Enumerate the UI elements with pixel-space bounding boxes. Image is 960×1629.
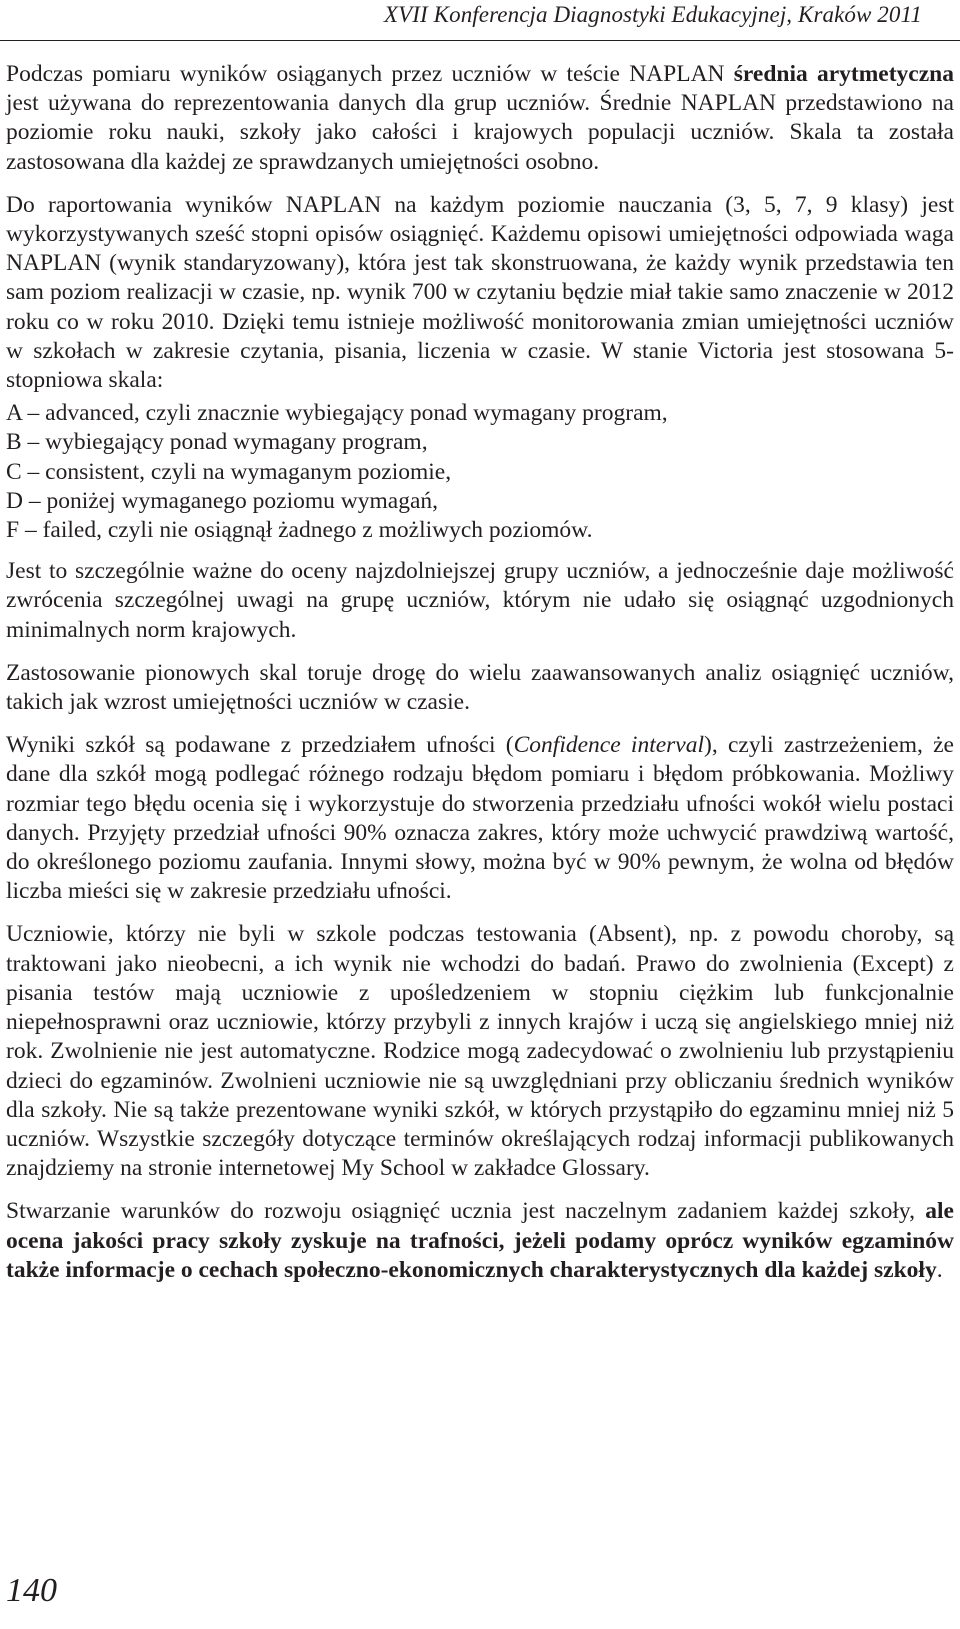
paragraph-reporting-levels: Do raportowania wyników NAPLAN na każdym poziomie nauczania (3, 5, 7, 9 klasy) jest wykorzystywanych sześć stopni opisów osiągnięć. Każdemu opisowi umiejętności odpowiada waga NAPLAN (wynik standaryzowany), która jest tak skonstruowana, że każdy wynik przedstawia ten sam poziom realizacji w czasie, np. wynik 700 w czytaniu będzie miał takie samo znaczenie w 2012 roku co w roku 2010. Dzięki temu istnieje możliwość monitorowania zmian umiejętności uczniów w szkołach w zakresie czytania, pisania, liczenia w czasie. W stanie Victoria jest stosowana 5-stopniowa skala: — [6, 191, 954, 394]
scale-item-a: A – advanced, czyli znacznie wybiegający ponad wymagany program, — [6, 400, 668, 427]
paragraph-text: . — [936, 1256, 943, 1283]
scale-item-b: B – wybiegający ponad wymagany program, — [6, 429, 428, 456]
header-divider — [0, 40, 960, 41]
grading-scale-list — [6, 399, 954, 545]
running-header: XVII Konferencja Diagnostyki Edukacyjnej, Kraków 2011 — [383, 2, 922, 27]
paragraph-text: Stwarzanie warunków do rozwoju osiągnięć ucznia jest naczelnym zadaniem każdej szkoły, — [6, 1198, 926, 1225]
scale-item-c: C – consistent, czyli na wymaganym poziomie, — [6, 458, 452, 485]
page-number: 140 — [6, 1572, 57, 1609]
paragraph-text: Wyniki szkół są podawane z przedziałem ufności ( — [6, 732, 514, 759]
paragraph-vertical-scales: Zastosowanie pionowych skal toruje drogę do wielu zaawansowanych analiz osiągnięć uczniów, takich jak wzrost umiejętności uczniów w czasie. — [6, 659, 954, 716]
bold-term-mean: średnia arytmetyczna — [733, 61, 954, 87]
paragraph-conclusion — [6, 1197, 954, 1285]
paragraph-text: Podczas pomiaru wyników osiąganych przez uczniów w teście NAPLAN — [6, 61, 734, 87]
paragraph-confidence-interval — [6, 731, 954, 906]
italic-term-confidence-interval: Confidence interval — [513, 732, 705, 759]
scale-item-d: D – poniżej wymaganego poziomu wymagań, — [6, 487, 439, 514]
paragraph-text: ), czyli zastrzeżeniem, że dane dla szkół mogą podlegać różnego rodzaju błędom pomiaru i błędom próbkowania. Możliwy rozmiar tego błędu ocenia się i wykorzystuje do stworzenia przedziału ufności wokół wielu postaci danych. Przyjęty przedział ufności 90% oznacza zakres, który może uchwycić prawdziwą wartość, do określonego poziomu zaufania. Innymi słowy, można być w 90% pewnym, że wolna od błędów liczba mieści się w zakresie przedziału ufności. — [6, 732, 954, 905]
paragraph-gifted-students: Jest to szczególnie ważne do oceny najzdolniejszej grupy uczniów, a jednocześnie daje możliwość zwrócenia szczególnej uwagi na grupę uczniów, którym nie udało się osiągnąć uzgodnionych minimalnych norm krajowych. — [6, 558, 954, 643]
paragraph-absent-except: Uczniowie, którzy nie byli w szkole podczas testowania (Absent), np. z powodu choroby, są traktowani jako nieobecni, a ich wynik nie wchodzi do badań. Prawo do zwolnienia (Except) z pisania testów mają uczniowie z upośledzeniem w stopniu ciężkim lub funkcjonalnie niepełnosprawni oraz uczniowie, którzy przybyli z innych krajów i uczą się angielskiego mniej niż rok. Zwolnienie nie jest automatyczne. Rodzice mogą zadecydować o zwolnieniu lub przystąpieniu dzieci do egzaminów. Zwolnieni uczniowie nie są uwzględniani przy obliczaniu średnich wyników dla szkoły. Nie są także prezentowane wyniki szkół, w których przystąpiło do egzaminu mniej niż 5 uczniów. Wszystkie szczegóły dotyczące terminów określających rodzaj informacji publikowanych znajdziemy na stronie internetowej My School w zakładce Glossary. — [6, 921, 954, 1182]
document-body — [6, 60, 954, 1299]
paragraph-naplan-mean — [6, 60, 954, 177]
scale-item-f: F – failed, czyli nie osiągnął żadnego z możliwych poziomów. — [6, 517, 593, 544]
paragraph-text: jest używana do reprezentowania danych dla grup uczniów. Średnie NAPLAN przedstawiono na poziomie roku nauki, szkoły jako całości i krajowych populacji uczniów. Skala ta została zastosowana dla każdej ze sprawdzanych umiejętności osobno. — [6, 90, 954, 175]
bold-conclusion: ale ocena jakości pracy szkoły zyskuje na trafności, jeżeli podamy oprócz wyników egzaminów także informacje o cechach społeczno-ekonomicznych charakterystycznych dla każdej szkoły — [6, 1198, 954, 1283]
